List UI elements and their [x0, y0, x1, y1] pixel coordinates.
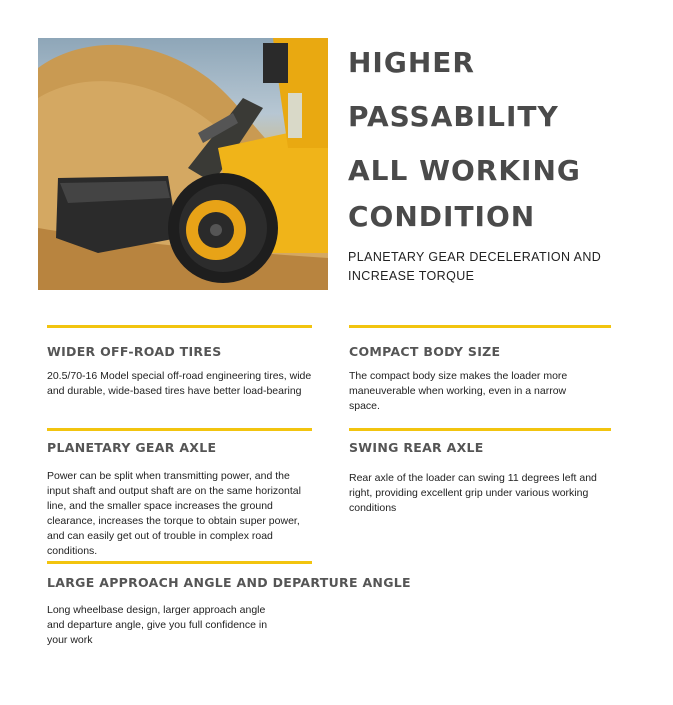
headline-line-3: ALL WORKING	[348, 154, 581, 187]
feature-text-swing: Rear axle of the loader can swing 11 degrees left and right, providing excellent grip under various working conditions	[349, 472, 597, 514]
divider-rule	[47, 325, 312, 328]
feature-text-planetary: Power can be split when transmitting power, and the input shaft and output shaft are on the same horizontal line, and the smaller space increases the ground clearance, increases the torque to obtain super power, and can easily get out of trouble in complex road conditions.	[47, 470, 301, 557]
divider-rule	[47, 561, 312, 564]
feature-title-planetary: PLANETARY GEAR AXLE	[47, 440, 217, 455]
divider-rule	[47, 428, 312, 431]
loader-photo	[38, 38, 328, 290]
loader-illustration	[38, 38, 328, 290]
feature-title-swing: SWING REAR AXLE	[349, 440, 484, 455]
feature-text-tires: 20.5/70-16 Model special off-road engineering tires, wide and durable, wide-based tires have better load-bearing	[47, 370, 312, 397]
divider-rule	[349, 428, 611, 431]
feature-text-compact: The compact body size makes the loader more maneuverable when working, even in a narrow space.	[349, 370, 568, 412]
feature-text-approach: Long wheelbase design, larger approach angle and departure angle, give you full confidence in your work	[47, 604, 268, 646]
divider-rule	[349, 325, 611, 328]
feature-title-compact: COMPACT BODY SIZE	[349, 344, 501, 359]
feature-title-approach: LARGE APPROACH ANGLE AND DEPARTURE ANGLE	[47, 575, 411, 590]
headline-line-2: PASSABILITY	[348, 100, 559, 133]
feature-title-tires: WIDER OFF-ROAD TIRES	[47, 344, 222, 359]
headline-subline: PLANETARY GEAR DECELERATION AND INCREASE TORQUE	[348, 250, 602, 283]
headline-line-1: HIGHER	[348, 46, 475, 79]
headline-line-4: CONDITION	[348, 200, 536, 233]
